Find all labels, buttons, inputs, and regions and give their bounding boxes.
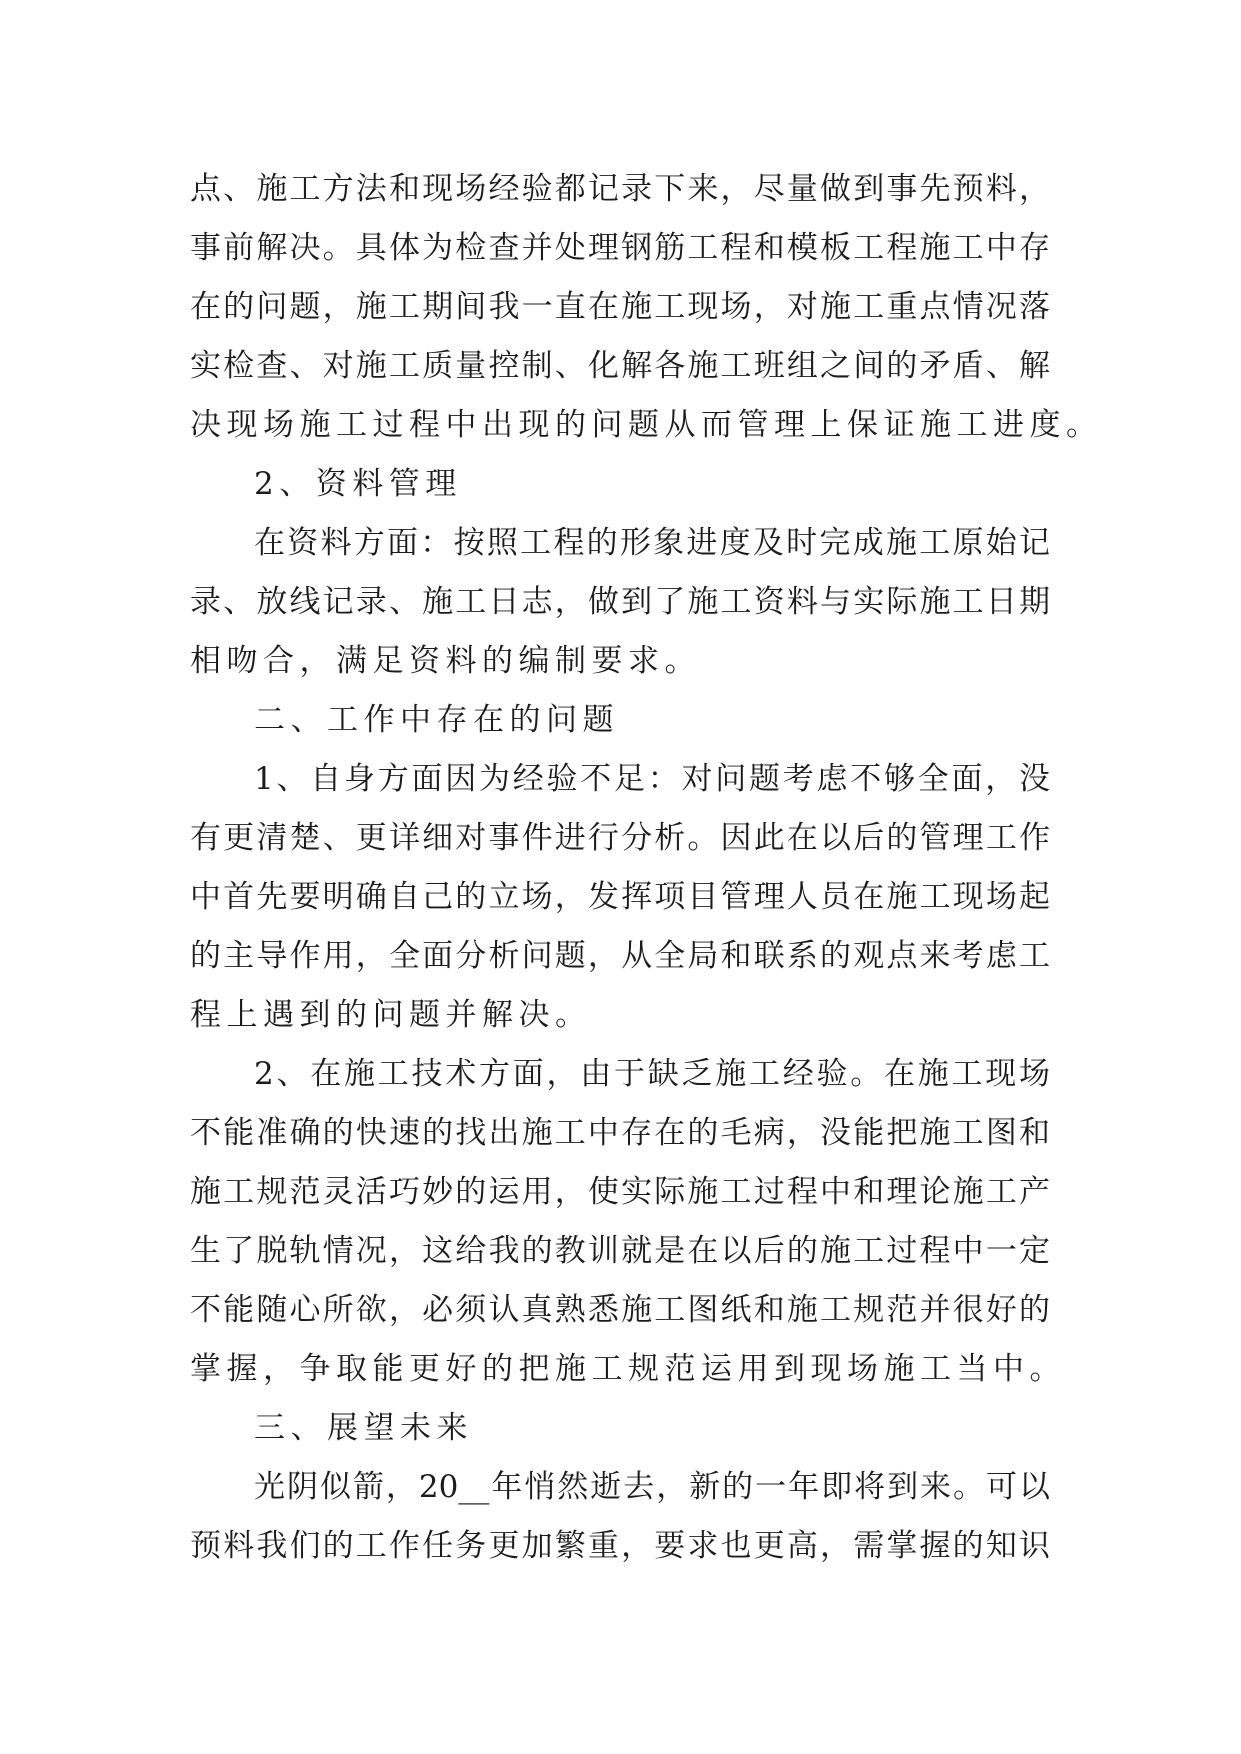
text-line: 预料我们的工作任务更加繁重，要求也更高，需掌握的知识 [190,1528,1050,1564]
text-line: 不能准确的快速的找出施工中存在的毛病，没能把施工图和 [190,1115,1050,1151]
text-line: 不能随心所欲，必须认真熟悉施工图纸和施工规范并很好的 [190,1292,1050,1328]
text-line: 2、资料管理 [254,466,462,502]
text-line: 掌握，争取能更好的把施工规范运用到现场施工当中。 [190,1351,1066,1387]
text-line: 光阴似箭，20__年悄然逝去，新的一年即将到来。可以 [254,1469,1050,1505]
text-line: 施工规范灵活巧妙的运用，使实际施工过程中和理论施工产 [190,1174,1050,1210]
text-line: 中首先要明确自己的立场，发挥项目管理人员在施工现场起 [190,879,1050,915]
text-line: 决现场施工过程中出现的问题从而管理上保证施工进度。 [190,407,1103,443]
text-line: 在资料方面：按照工程的形象进度及时完成施工原始记 [254,525,1050,561]
text-line: 1、自身方面因为经验不足：对问题考虑不够全面，没 [254,761,1050,797]
text-line: 相吻合，满足资料的编制要求。 [190,643,701,679]
text-line: 2、在施工技术方面，由于缺乏施工经验。在施工现场 [254,1056,1050,1092]
text-line: 事前解决。具体为检查并处理钢筋工程和模板工程施工中存 [190,230,1050,266]
text-line: 有更清楚、更详细对事件进行分析。因此在以后的管理工作 [190,820,1050,856]
text-line: 的主导作用，全面分析问题，从全局和联系的观点来考虑工 [190,938,1050,974]
text-line: 在的问题，施工期间我一直在施工现场，对施工重点情况落 [190,289,1050,325]
document-body [190,160,1103,1576]
text-line: 程上遇到的问题并解决。 [190,997,592,1033]
text-line: 三、展望未来 [254,1410,473,1446]
text-line: 录、放线记录、施工日志，做到了施工资料与实际施工日期 [190,584,1050,620]
text-line: 点、施工方法和现场经验都记录下来，尽量做到事先预料， [190,171,1050,207]
text-line: 实检查、对施工质量控制、化解各施工班组之间的矛盾、解 [190,348,1050,384]
text-line: 生了脱轨情况，这给我的教训就是在以后的施工过程中一定 [190,1233,1050,1269]
text-line: 二、工作中存在的问题 [254,702,619,738]
